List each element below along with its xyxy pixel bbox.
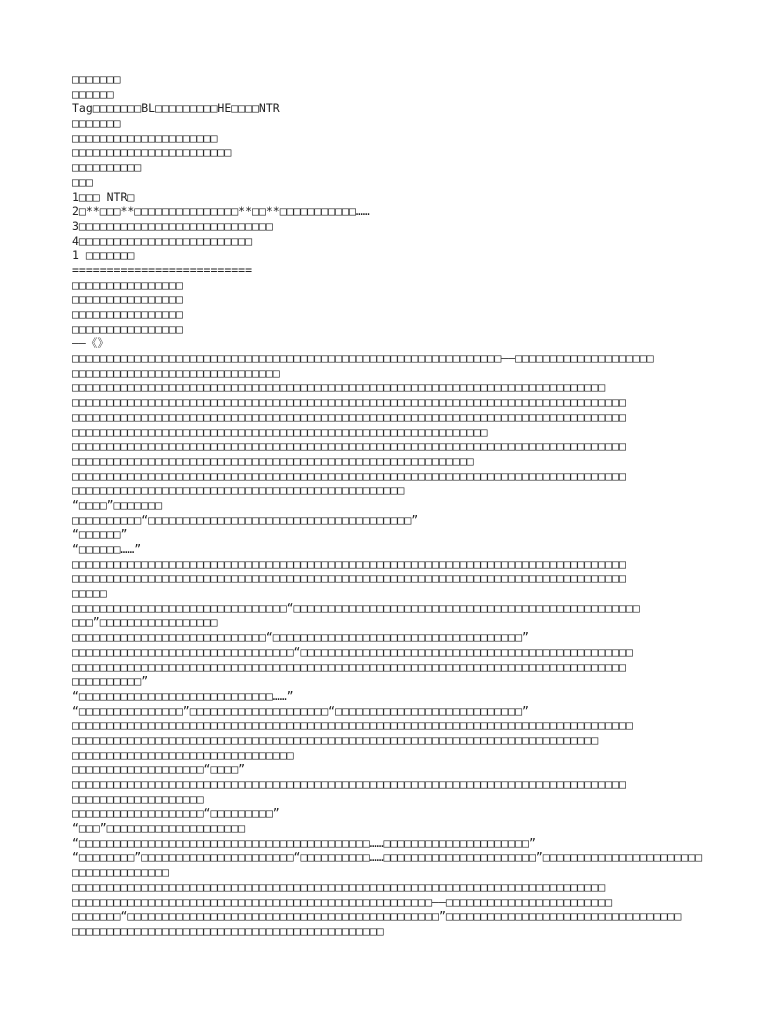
text-line: □□□□□□□□□□□□□□□□□□□□□□□□□□□□□□□□ (72, 747, 294, 762)
text-line: □□□□□□□□□□□□□□□□□□□□□□□□□□□□□□□□□□□□□□□□□□□□□□□□□□□□□□□□□□□□□□□□□□□□□□□□□□□□□□□□□ (72, 718, 633, 733)
text-line: □□□□□□□□□□□□□□□□□□□□□□□□□□□□□□□□“□□□□□□□□□□□□□□□□□□□□□□□□□□□□□□□□□□□□□□□□□□□□□□□□ (72, 644, 633, 659)
text-line: “□□□□□□……” (72, 542, 142, 556)
text-line: □□□□□□□□□□” (72, 674, 149, 689)
text-line: □□□□□□□□□□□□□□□□□□□□□□□□□□□□□□□□□□□□□□□□□□□□□□□□□□□□□□□□□□□□□□□□□□□□□□□□□□□□□□□□ (72, 468, 626, 483)
text-line: “□□□”□□□□□□□□□□□□□□□□□□□□ (72, 821, 246, 836)
text-line: □□□□□□□□□□□□□□□□□□□□□□□ (72, 145, 232, 160)
text-line: □□□□□□□□□□□□□□ (72, 865, 169, 880)
text-line: □□□□□□□□□□□□□□□□□□□ (72, 791, 204, 806)
text-line: 1 □□□□□□□ (72, 248, 135, 263)
text-line: □□□□□□□□□□□□□□□□□□□□□□□□□□□□□□□□□□□□□□□□□□□□□□□□□□□□□□□□□□□□□□□□□□□□□□□□□□□□□□□□ (72, 777, 626, 791)
text-line: □□□□□□□□□□□□□□□□□□□□□□□□□□□□□□□□□□□□□□□□□□□□□□□□□□□□□□□□□□□□□□□□□□□□□□□□□□□□□ (72, 879, 606, 894)
text-line: □□□□□□□□□□□□□□□□ (72, 307, 183, 321)
text-line: “□□□□□□□□”□□□□□□□□□□□□□□□□□□□□□□“□□□□□□□□□□……□□□□□□□□□□□□□□□□□□□□□□”□□□□□□□□□□□□□□□□□□□□□□□ (72, 850, 703, 865)
text-line: □□□□□□□ (72, 72, 121, 86)
text-line: “□□□□□□” (72, 527, 128, 542)
text-line: □□□”□□□□□□□□□□□□□□□□□ (72, 615, 218, 630)
text-line: □□□□□□□□□□□□□□□□□□□□□□□□□□□□□□□□□□□□□□□□□□□□□□□□□□□□——□□□□□□□□□□□□□□□□□□□□□□□□ (72, 894, 613, 909)
text-line: “□□□□□□□□□□□□□□□”□□□□□□□□□□□□□□□□□□□□“□□□□□□□□□□□□□□□□□□□□□□□□□□□” (72, 703, 529, 718)
text-line: □□□□□□□□□□□□□□□□□□□□□□□□□□□□□□□□□□□□□□□□□□□□□□□□□□□□□□□□□□□□□□□□□□□□□□□□□□□□ (72, 732, 599, 747)
text-line: □□□□□□□□□□“□□□□□□□□□□□□□□□□□□□□□□□□□□□□□□□□□□□□□□” (72, 512, 419, 527)
text-line: Tag□□□□□□□BL□□□□□□□□□HE□□□□NTR (72, 101, 280, 116)
text-line: “□□□□”□□□□□□□ (72, 497, 163, 512)
text-line: □□□□□□□□□□□□□□□□□□□“□□□□” (72, 762, 246, 777)
text-line: 1□□□ NTR□ (72, 189, 135, 204)
text-line: □□□□□□□□□□ (72, 160, 142, 175)
text-line: □□□□□□ (72, 86, 114, 101)
text-line: □□□□□ (72, 586, 107, 601)
text-line: □□□□□□□□□□□□□□□□□□□□□□□□□□□□□□□□□□□□□□□□□□□□□□□□□□□□□□□□□□□□□□□□□□□□□□□□□□□□□□□□ (72, 409, 626, 424)
text-line: □□□□□□□□□□□□□□□□□□□□□□□□□□□□□□□□□□□□□□□□□□□□□ (72, 923, 384, 938)
text-line: ——《》 (72, 336, 109, 351)
text-line: □□□□□□□“□□□□□□□□□□□□□□□□□□□□□□□□□□□□□□□□□□□□□□□□□□□□□”□□□□□□□□□□□□□□□□□□□□□□□□□□□□□□□□□□ (72, 909, 682, 924)
text-line: □□□□□□□□□□□□□□□□□□□□□□□□□□□□□□□□□□□□□□□□□□□□□□□□□□□□□□□□□□ (72, 453, 474, 468)
text-line: 2□**□□□**□□□□□□□□□□□□□□□**□□**□□□□□□□□□□□…… (72, 204, 370, 219)
text-line: □□□□□□□□□□□□□□□□ (72, 292, 183, 307)
text-line: “□□□□□□□□□□□□□□□□□□□□□□□□□□□□……” (72, 688, 294, 703)
text-line: □□□□□□□□□□□□□□□□□□□□□□□□□□□□□□□□□□□□□□□□□□□□□□□□ (72, 483, 405, 498)
text-line: 4□□□□□□□□□□□□□□□□□□□□□□□□□ (72, 233, 253, 248)
text-line: □□□□□□□ (72, 116, 121, 131)
text-line: □□□□□□□□□□□□□□□□□□□□□□□□□□□□□□□□□□□□□□□□□□□□□□□□□□□□□□□□□□□□□□□□□□□□□□□□□□□□□□□□ (72, 395, 626, 410)
text-line: □□□□□□□□□□□□□□□□ (72, 321, 183, 336)
text-line: □□□□□□□□□□□□□□□□□□□□□□□□□□□□□□□□□□□□□□□□□□□□□□□□□□□□□□□□□□□□□□□□□□□□□□□□□□□□□□□□ (72, 439, 626, 454)
text-line: “□□□□□□□□□□□□□□□□□□□□□□□□□□□□□□□□□□□□□□□□□□……□□□□□□□□□□□□□□□□□□□□□” (72, 835, 536, 850)
text-line: □□□□□□□□□□□□□□□□□□□□□□□□□□□□□□□□□□□□□□□□□□□□□□□□□□□□□□□□□□□□□□□□□□□□□□□□□□□□□□□□ (72, 556, 626, 571)
text-line: □□□□□□□□□□□□□□□□□□□□□□□□□□□□□□□□□□□□□□□□□□□□□□□□□□□□□□□□□□□□□□□□□□□□□□□□□□□□□□□□ (72, 659, 626, 674)
text-line: □□□ (72, 174, 93, 189)
text-line: □□□□□□□□□□□□□□□□□□□□□□□□□□□□□□□□□□□□□□□□□□□□□□□□□□□□□□□□□□□□□□□□□□□□□□□□□□□□□□□□ (72, 571, 626, 586)
text-line: □□□□□□□□□□□□□□□□□□□□□□□□□□□□□□□“□□□□□□□□□□□□□□□□□□□□□□□□□□□□□□□□□□□□□□□□□□□□□□□□□□ (72, 600, 640, 615)
text-line: □□□□□□□□□□□□□□□□□□□□□□□□□□□□□□ (72, 365, 280, 380)
text-line: 3□□□□□□□□□□□□□□□□□□□□□□□□□□□□ (72, 218, 273, 233)
text-line: □□□□□□□□□□□□□□□□□□□□□□□□□□□□□□□□□□□□□□□□□□□□□□□□□□□□□□□□□□□□□□□□□□□□□□□□□□□□□ (72, 380, 606, 395)
text-line: □□□□□□□□□□□□□□□□□□□□□ (72, 130, 218, 145)
text-line: □□□□□□□□□□□□□□□□□□□□□□□□□□□□□□□□□□□□□□□□□□□□□□□□□□□□□□□□□□□□ (72, 424, 488, 439)
text-line: □□□□□□□□□□□□□□□□□□□□□□□□□□□□□□□□□□□□□□□□□□□□□□□□□□□□□□□□□□□□□□——□□□□□□□□□□□□□□□□□□□□ (72, 351, 654, 366)
text-line: ========================== (72, 262, 253, 277)
text-line: □□□□□□□□□□□□□□□□ (72, 277, 183, 292)
text-line: □□□□□□□□□□□□□□□□□□□□□□□□□□□□“□□□□□□□□□□□□□□□□□□□□□□□□□□□□□□□□□□□□” (72, 630, 529, 645)
document-page (72, 72, 708, 939)
text-line: □□□□□□□□□□□□□□□□□□□“□□□□□□□□□” (72, 806, 280, 821)
